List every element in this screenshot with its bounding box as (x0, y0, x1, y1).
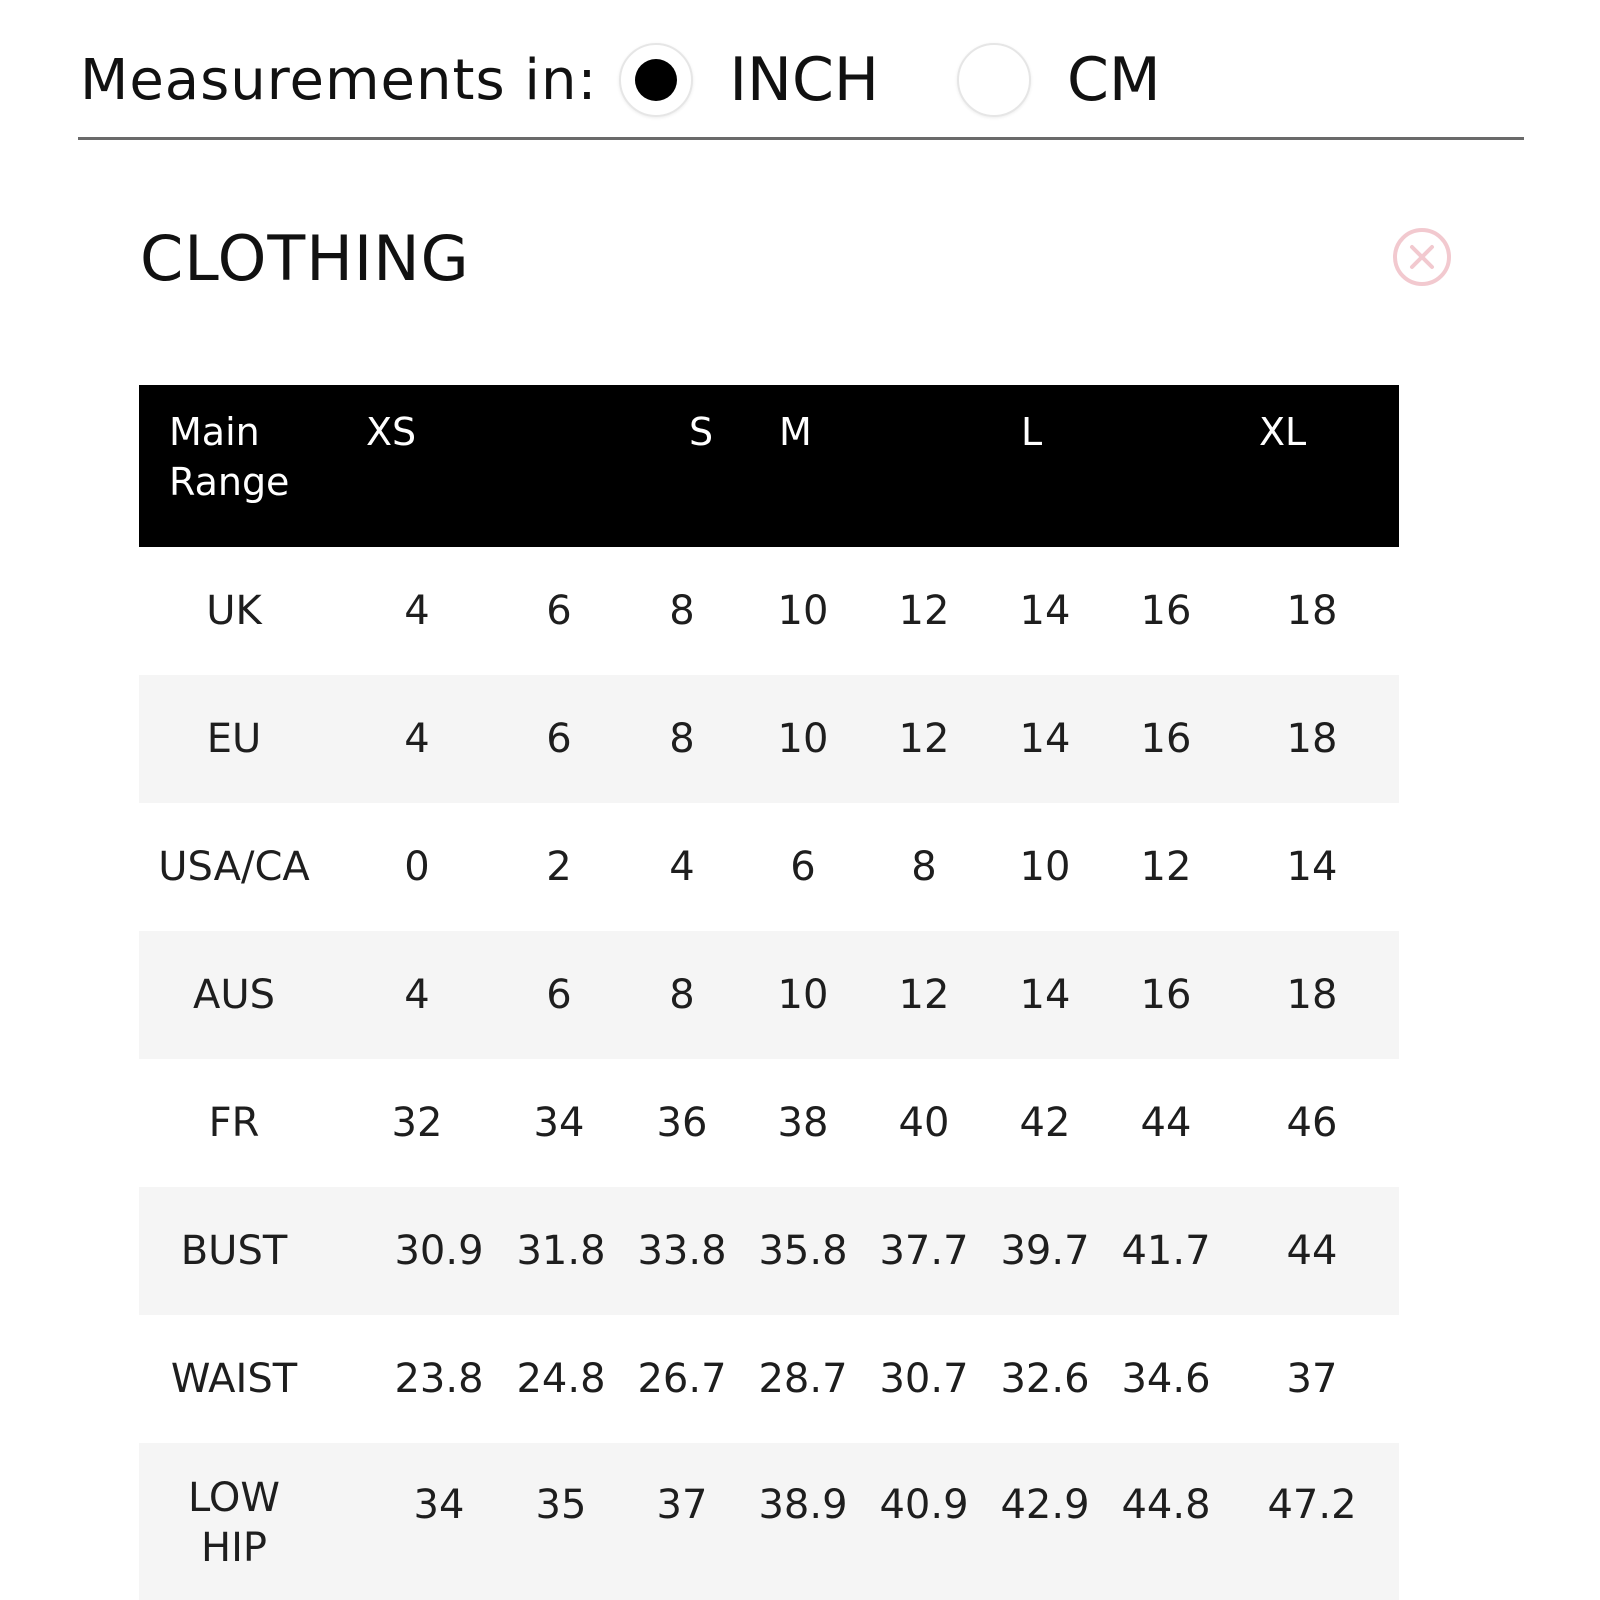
table-cell: 6 (546, 972, 572, 1018)
table-cell: 31.8 (516, 1228, 606, 1274)
table-cell: 23.8 (394, 1356, 484, 1402)
row-label (139, 547, 329, 675)
table-cell: 37.7 (879, 1228, 969, 1274)
row-label (139, 931, 329, 1059)
close-circle-icon (1397, 232, 1447, 282)
table-cell: 44 (1140, 1100, 1192, 1146)
header-size-xs: XS (366, 410, 417, 454)
header-main-line2: Range (169, 460, 290, 504)
table-cell: 10 (1019, 844, 1071, 890)
table-cell: 6 (546, 588, 572, 634)
row-label-text: EU (206, 716, 262, 762)
table-row (139, 547, 1399, 675)
table-cell: 18 (1286, 972, 1338, 1018)
table-cell: 8 (669, 588, 695, 634)
table-row (139, 1059, 1399, 1187)
table-row (139, 1315, 1399, 1443)
row-label-line1: LOW (188, 1475, 280, 1521)
measurements-label: Measurements in: (80, 47, 598, 113)
table-cell: 44.8 (1121, 1482, 1211, 1528)
table-cell: 32 (391, 1100, 443, 1146)
row-label (139, 1315, 329, 1443)
table-cell: 30.7 (879, 1356, 969, 1402)
row-label (139, 1187, 329, 1315)
row-label-multiline (188, 1473, 280, 1573)
table-row (139, 803, 1399, 931)
table-cell: 24.8 (516, 1356, 606, 1402)
table-row (139, 931, 1399, 1059)
table-cell: 40.9 (879, 1482, 969, 1528)
table-cell: 10 (777, 588, 829, 634)
row-label-text: AUS (192, 972, 276, 1018)
table-cell: 14 (1019, 972, 1071, 1018)
table-cell: 34.6 (1121, 1356, 1211, 1402)
table-cell: 10 (777, 972, 829, 1018)
table-row (139, 1187, 1399, 1315)
table-cell: 4 (404, 972, 430, 1018)
close-button[interactable] (1393, 228, 1451, 286)
table-cell: 14 (1019, 588, 1071, 634)
table-cell: 32.6 (1000, 1356, 1090, 1402)
table-cell: 30.9 (394, 1228, 484, 1274)
row-label-text: FR (208, 1100, 260, 1146)
table-cell: 12 (1140, 844, 1192, 890)
table-cell: 28.7 (758, 1356, 848, 1402)
row-label-text: USA/CA (158, 844, 310, 890)
table-cell: 16 (1140, 588, 1192, 634)
table-row (139, 675, 1399, 803)
table-cell: 34 (533, 1100, 585, 1146)
table-cell: 4 (404, 716, 430, 762)
row-label (139, 803, 329, 931)
table-cell: 12 (898, 716, 950, 762)
row-label (139, 675, 329, 803)
header-main-range (169, 407, 289, 507)
table-cell: 14 (1286, 844, 1338, 890)
row-label-text: WAIST (170, 1356, 298, 1402)
row-label-text: UK (206, 588, 262, 634)
header-size-m: M (779, 410, 812, 454)
table-header (139, 385, 1399, 547)
inch-radio[interactable] (619, 43, 693, 117)
table-cell: 4 (404, 588, 430, 634)
table-cell: 26.7 (637, 1356, 727, 1402)
table-cell: 8 (669, 716, 695, 762)
table-cell: 16 (1140, 972, 1192, 1018)
table-cell: 6 (790, 844, 816, 890)
table-cell: 12 (898, 972, 950, 1018)
table-cell: 6 (546, 716, 572, 762)
table-cell: 34 (413, 1482, 465, 1528)
table-cell: 41.7 (1121, 1228, 1211, 1274)
row-label-text: BUST (180, 1228, 288, 1274)
table-cell: 12 (898, 588, 950, 634)
table-cell: 44 (1286, 1228, 1338, 1274)
table-row (139, 1443, 1399, 1600)
table-cell: 35.8 (758, 1228, 848, 1274)
table-cell: 0 (404, 844, 430, 890)
table-cell: 42.9 (1000, 1482, 1090, 1528)
measurement-unit-selector (80, 30, 1217, 130)
table-cell: 16 (1140, 716, 1192, 762)
table-cell: 37 (656, 1482, 708, 1528)
header-size-l: L (1021, 410, 1043, 454)
table-cell: 33.8 (637, 1228, 727, 1274)
table-cell: 4 (669, 844, 695, 890)
table-cell: 47.2 (1267, 1482, 1357, 1528)
inch-option-label[interactable]: INCH (729, 45, 879, 115)
size-table (139, 385, 1399, 1600)
row-label-line2: HIP (201, 1525, 267, 1571)
table-cell: 35 (535, 1482, 587, 1528)
header-size-s: S (689, 410, 714, 454)
cm-radio[interactable] (957, 43, 1031, 117)
row-label (139, 1059, 329, 1187)
table-body (139, 547, 1399, 1600)
table-cell: 18 (1286, 716, 1338, 762)
section-title: CLOTHING (140, 222, 470, 295)
table-cell: 37 (1286, 1356, 1338, 1402)
divider (78, 137, 1524, 140)
row-label (139, 1473, 329, 1573)
header-main-line1: Main (169, 410, 260, 454)
table-cell: 38 (777, 1100, 829, 1146)
table-cell: 18 (1286, 588, 1338, 634)
table-cell: 42 (1019, 1100, 1071, 1146)
table-cell: 8 (669, 972, 695, 1018)
table-cell: 10 (777, 716, 829, 762)
table-cell: 40 (898, 1100, 950, 1146)
radio-selected-dot (635, 59, 677, 101)
table-cell: 36 (656, 1100, 708, 1146)
table-cell: 8 (911, 844, 937, 890)
table-cell: 39.7 (1000, 1228, 1090, 1274)
table-cell: 38.9 (758, 1482, 848, 1528)
table-cell: 46 (1286, 1100, 1338, 1146)
cm-option-label[interactable]: CM (1066, 45, 1161, 115)
table-cell: 14 (1019, 716, 1071, 762)
header-size-xl: XL (1259, 410, 1307, 454)
table-cell: 2 (546, 844, 572, 890)
